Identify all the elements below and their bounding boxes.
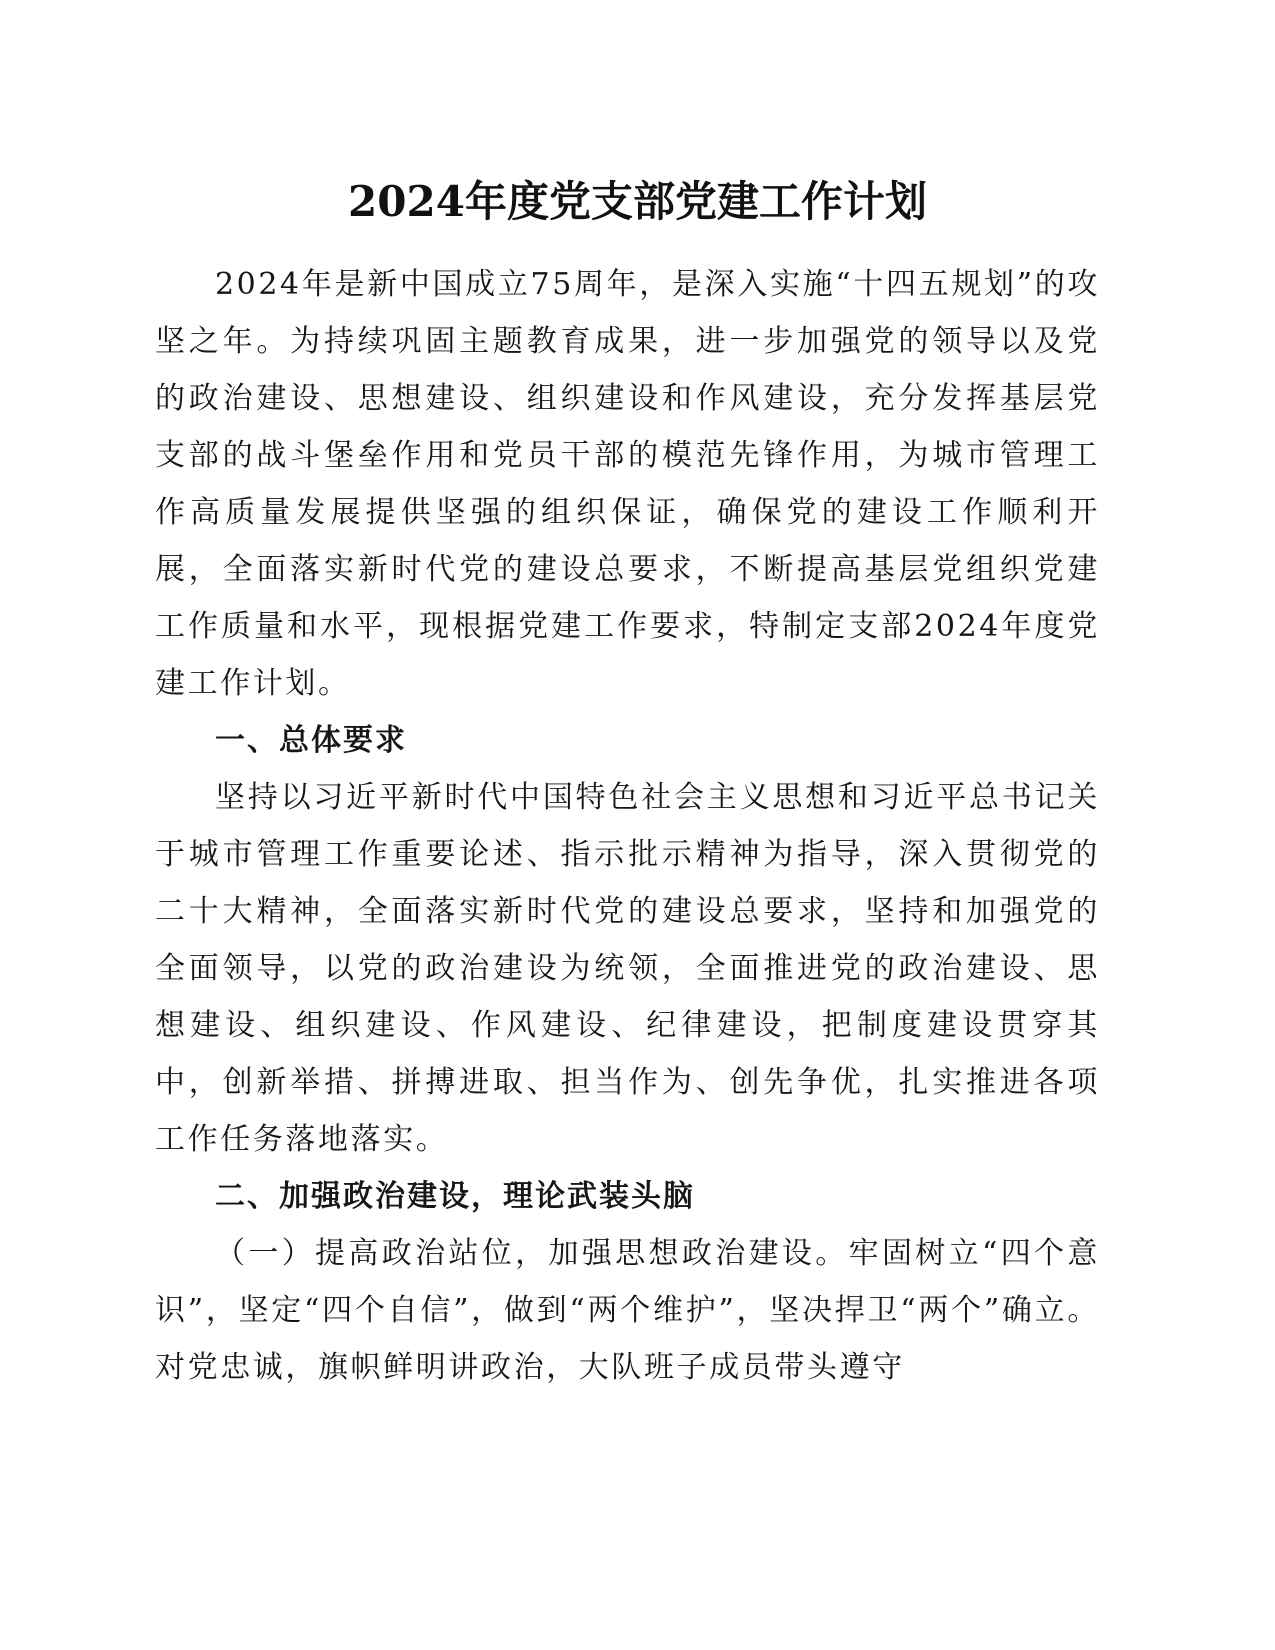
section-heading-political-construction: 二、加强政治建设，理论武装头脑 bbox=[215, 1179, 695, 1214]
document-body bbox=[155, 256, 1100, 1396]
overall-requirements-paragraph: 坚持以习近平新时代中国特色社会主义思想和习近平总书记关于城市管理工作重要论述、指示批示精神为指导，深入贯彻党的二十大精神，全面落实新时代党的建设总要求，坚持和加强党的全面领导，以党的政治建设为统领，全面推进党的政治建设、思想建设、组织建设、作风建设、纪律建设，把制度建设贯穿其中，创新举措、拼搏进取、担当作为、创先争优，扎实推进各项工作任务落地落实。 bbox=[155, 780, 1100, 1157]
political-construction-paragraph: （一）提高政治站位，加强思想政治建设。牢固树立“四个意识”，坚定“四个自信”，做到“两个维护”，坚决捍卫“两个”确立。对党忠诚，旗帜鲜明讲政治，大队班子成员带头遵守 bbox=[155, 1236, 1100, 1385]
intro-paragraph: 2024年是新中国成立75周年，是深入实施“十四五规划”的攻坚之年。为持续巩固主题教育成果，进一步加强党的领导以及党的政治建设、思想建设、组织建设和作风建设，充分发挥基层党支部的战斗堡垒作用和党员干部的模范先锋作用，为城市管理工作高质量发展提供坚强的组织保证，确保党的建设工作顺利开展，全面落实新时代党的建设总要求，不断提高基层党组织党建工作质量和水平，现根据党建工作要求，特制定支部2024年度党建工作计划。 bbox=[155, 267, 1100, 701]
section-heading-overall-requirements: 一、总体要求 bbox=[215, 723, 407, 758]
document-title: 2024年度党支部党建工作计划 bbox=[348, 177, 927, 226]
